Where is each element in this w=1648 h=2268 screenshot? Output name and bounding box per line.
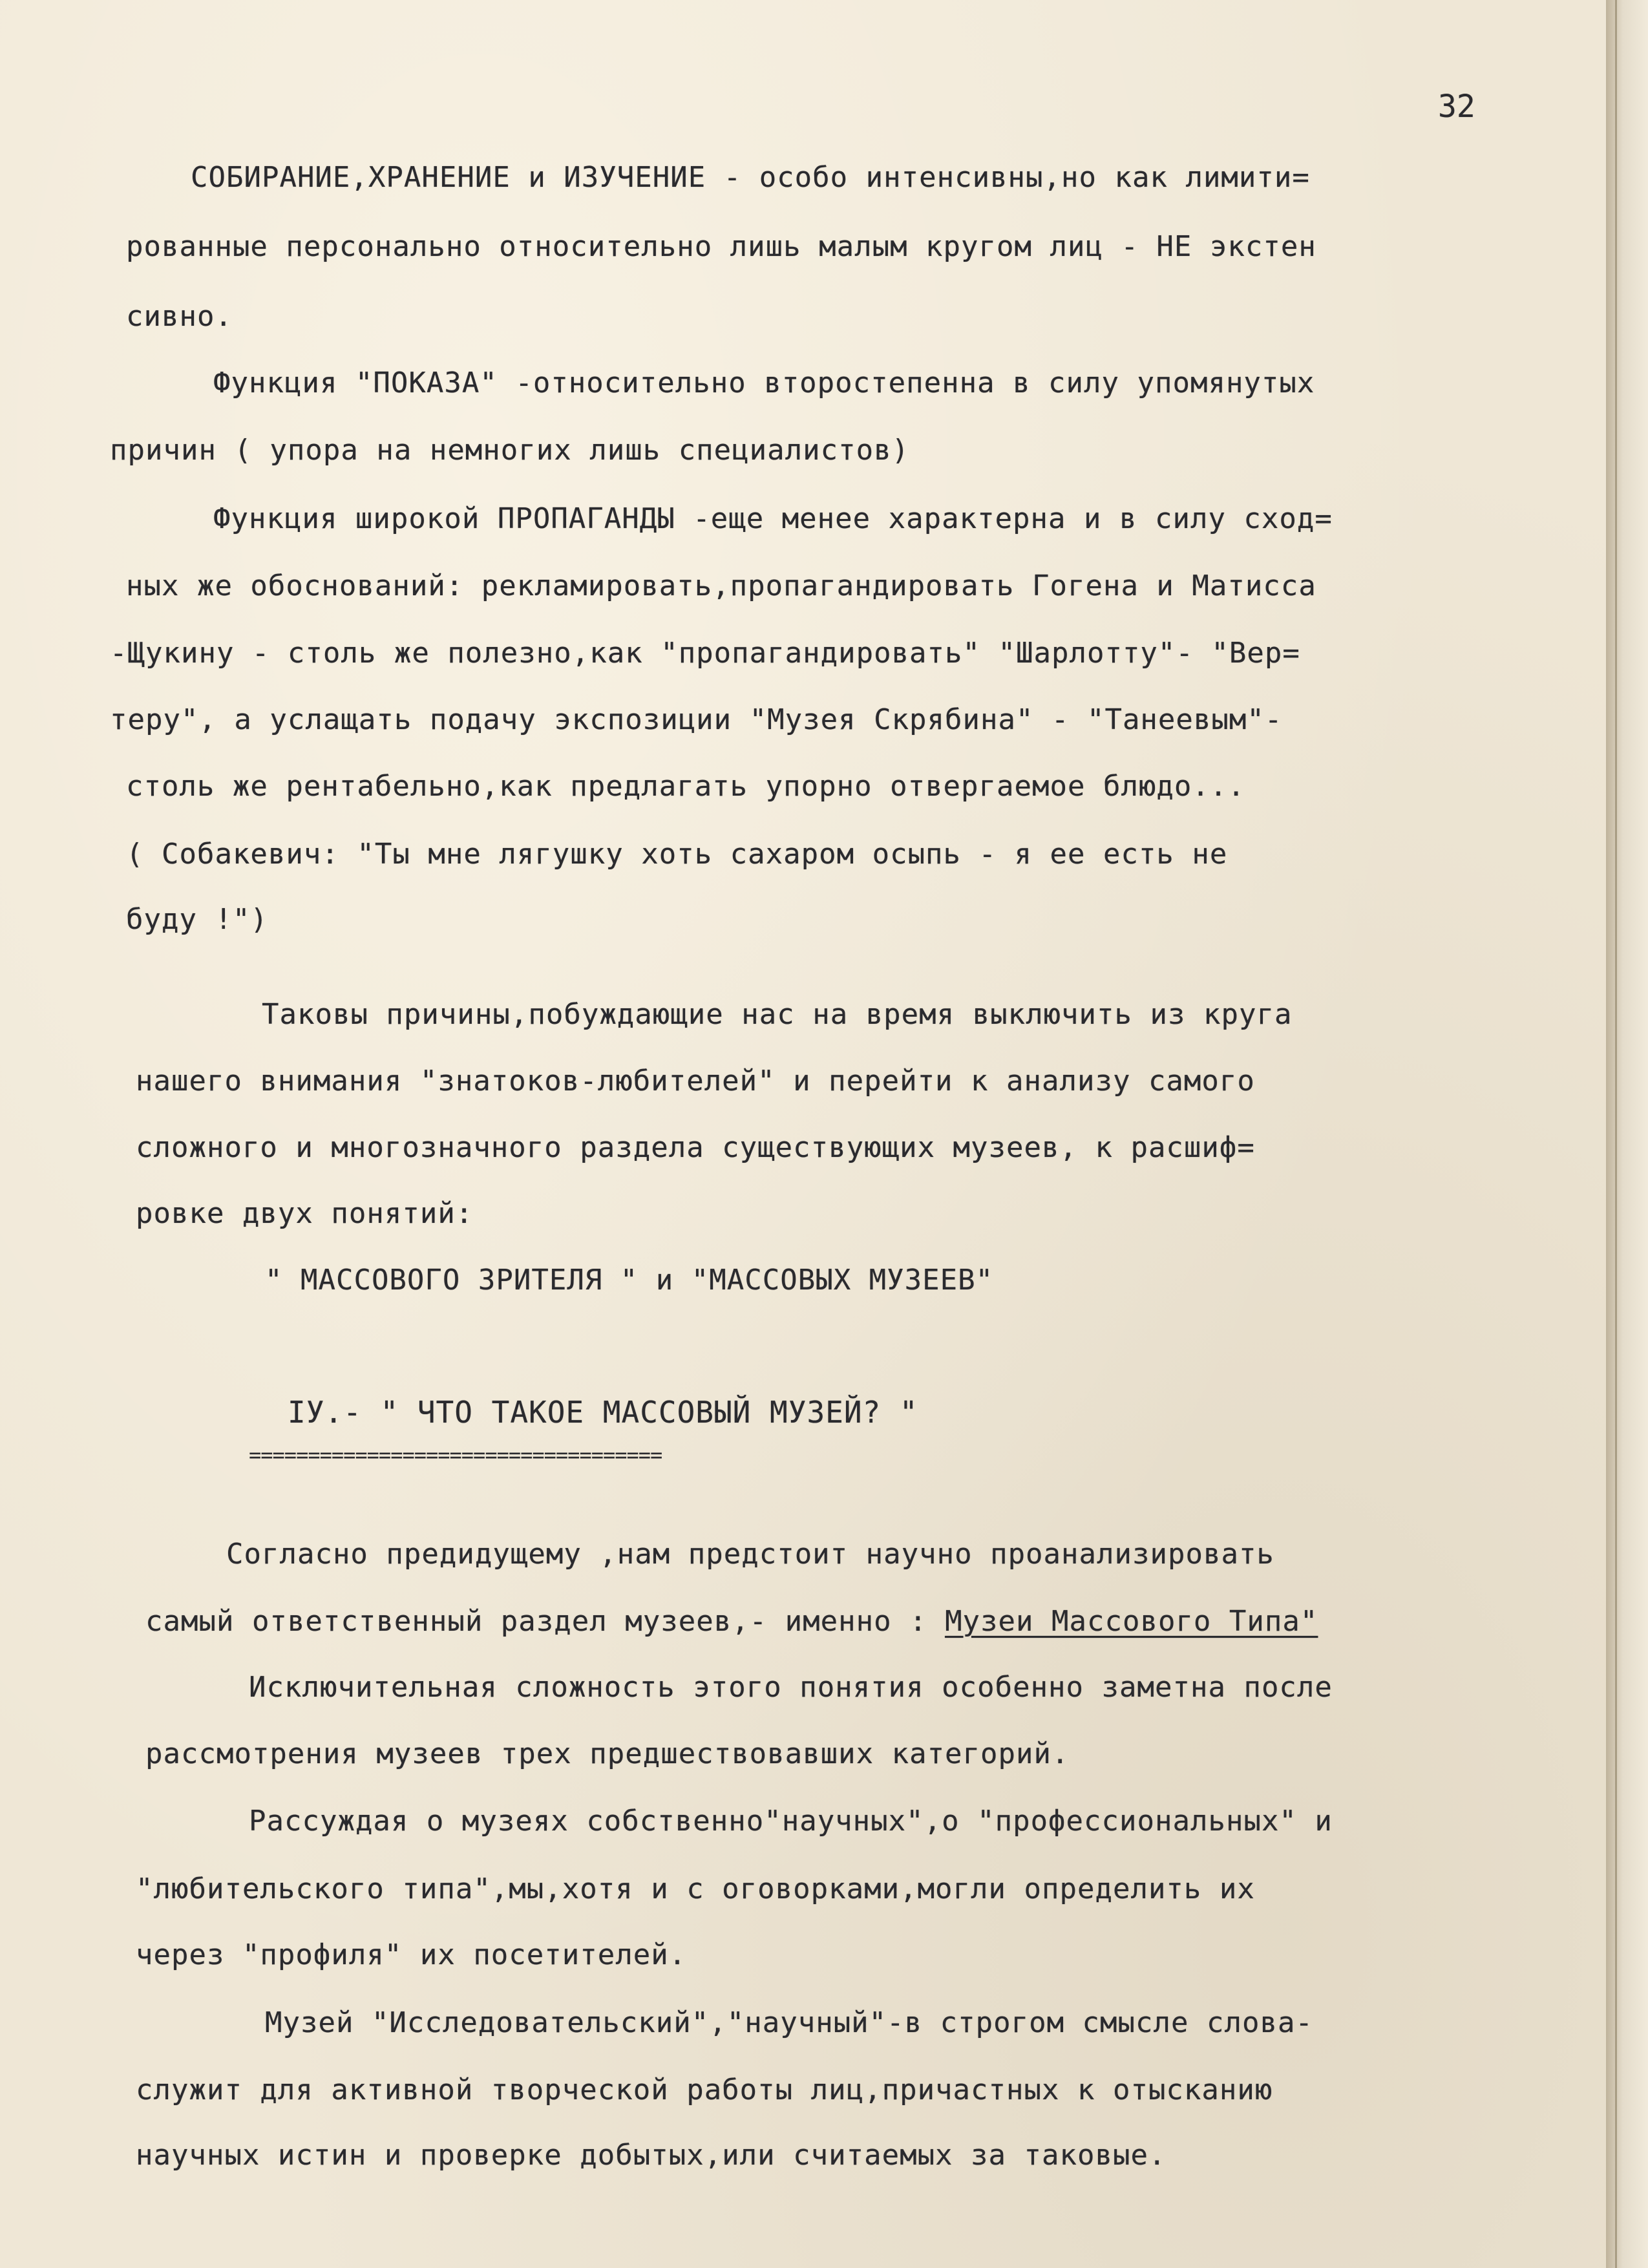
paragraph-3-line-3: -Щукину - столь же полезно,как "пропагандировать" "Шарлотту"- "Вер= (110, 637, 1300, 670)
paragraph-8-line-3: научных истин и проверке добытых,или считаемых за таковые. (136, 2139, 1167, 2172)
paragraph-1-line-2: рованные персонально относительно лишь малым кругом лиц - НЕ экстен (126, 230, 1316, 263)
paragraph-3-line-7: буду !") (126, 903, 268, 936)
paragraph-7-line-1: Рассуждая о музеях собственно"научных",о "профессиональных" и (249, 1805, 1333, 1838)
paragraph-5-line-2 (145, 1602, 1318, 1641)
paragraph-4-line-2: нашего внимания "знатоков-любителей" и перейти к анализу самого (136, 1065, 1255, 1097)
paragraph-3-line-2: ных же обоснований: рекламировать,пропагандировать Гогена и Матисса (126, 569, 1316, 602)
paragraph-7-line-2: "любительского типа",мы,хотя и с оговорками,могли определить их (136, 1872, 1255, 1905)
paragraph-3-line-6: ( Собакевич: "Ты мне лягушку хоть сахаром осыпь - я ее есть не (126, 838, 1228, 871)
paragraph-6-line-2: рассмотрения музеев трех предшествовавших категорий. (145, 1737, 1070, 1770)
paragraph-4-line-5: " МАССОВОГО ЗРИТЕЛЯ " и "МАССОВЫХ МУЗЕЕВ" (265, 1264, 994, 1297)
section-heading: IУ.- " ЧТО ТАКОЕ МАССОВЫЙ МУЗЕЙ? " (288, 1395, 918, 1430)
paragraph-3-line-5: столь же рентабельно,как предлагать упорно отвергаемое блюдо... (126, 770, 1245, 803)
paragraph-8-line-2: служит для активной творческой работы лиц,причастных к отысканию (136, 2073, 1273, 2106)
paragraph-4-line-4: ровке двух понятий: (136, 1197, 474, 1230)
paper-edge (1606, 0, 1648, 2268)
page-number: 32 (1438, 89, 1475, 125)
heading-underline: =================================== (249, 1443, 662, 1467)
paragraph-4-line-1: Таковы причины,побуждающие нас на время выключить из круга (262, 998, 1293, 1031)
paragraph-3-line-1: Функция широкой ПРОПАГАНДЫ -еще менее характерна и в силу сход= (213, 502, 1333, 535)
paragraph-1-line-3: сивно. (126, 300, 233, 333)
paragraph-6-line-1: Исключительная сложность этого понятия особенно заметна после (249, 1671, 1333, 1704)
paragraph-5-line-1: Согласно предидущему ,нам предстоит научно проанализировать (226, 1538, 1274, 1571)
paragraph-4-line-3: сложного и многозначного раздела существующих музеев, к расшиф= (136, 1131, 1255, 1164)
paragraph-8-line-1: Музей "Исследовательский","научный"-в строгом смысле слова- (265, 2006, 1313, 2039)
paragraph-7-line-3: через "профиля" их посетителей. (136, 1938, 687, 1971)
paragraph-2-line-1: Функция "ПОКАЗА" -относительно второстепенна в силу упомянутых (213, 366, 1315, 399)
underlined-term: Музеи Массового Типа" (945, 1605, 1318, 1638)
paragraph-5-line-2-text: самый ответственный раздел музеев,- именно : (145, 1605, 945, 1638)
paragraph-2-line-2: причин ( упора на немногих лишь специалистов) (110, 434, 910, 467)
paragraph-1-line-1: СОБИРАНИЕ,ХРАНЕНИЕ и ИЗУЧЕНИЕ - особо интенсивны,но как лимити= (191, 161, 1310, 194)
paragraph-3-line-4: теру", а услащать подачу экспозиции "Музея Скрябина" - "Танеевым"- (110, 703, 1283, 736)
